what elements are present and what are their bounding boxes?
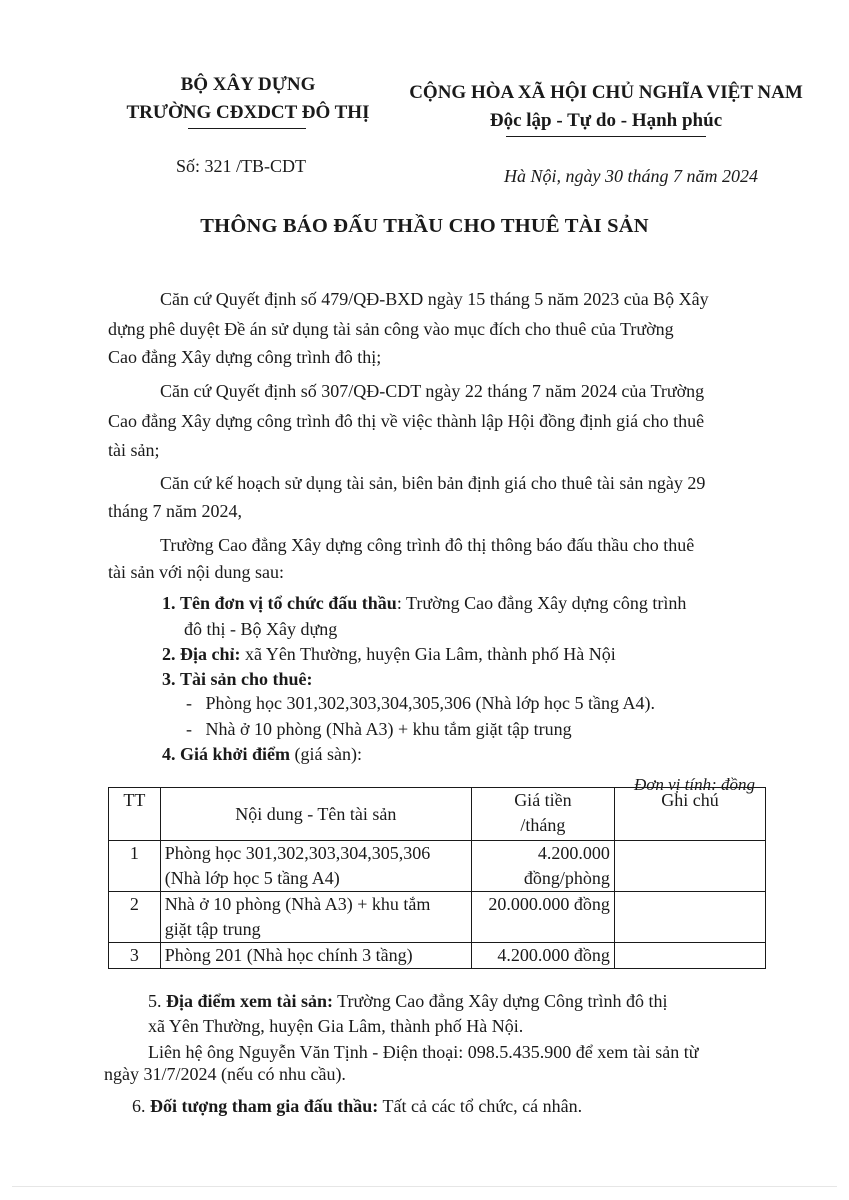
- section-label: Đối tượng tham gia đấu thầu:: [150, 1096, 379, 1116]
- header-tt: TT: [109, 788, 161, 841]
- paragraph-line: Trường Cao đẳng Xây dựng công trình đô thị thông báo đấu thầu cho thuê: [160, 535, 695, 555]
- item-label: Giá khởi điểm: [180, 744, 290, 764]
- item-number: 1.: [162, 593, 176, 613]
- table-header-row: [109, 788, 766, 841]
- section-text: Trường Cao đẳng Xây dựng Công trình đô thị: [332, 991, 668, 1011]
- header-price-line1: Giá tiền: [514, 790, 572, 810]
- paragraph-line: tài sản với nội dung sau:: [108, 562, 285, 582]
- item-number: 4.: [162, 744, 176, 764]
- section-text: Tất cả các tổ chức, cá nhân.: [378, 1096, 583, 1116]
- country-name: CỘNG HÒA XÃ HỘI CHỦ NGHĨA VIỆT NAM: [409, 82, 803, 103]
- item-text: xã Yên Thường, huyện Gia Lâm, thành phố Hà Nội: [240, 644, 616, 664]
- list-item-4: [162, 741, 362, 767]
- cell-note: [614, 943, 765, 969]
- price-table: [108, 787, 766, 969]
- document-number: Số: 321 /TB-CDT: [176, 156, 307, 176]
- paragraph-line: tháng 7 năm 2024,: [108, 501, 242, 521]
- contact-date-line: ngày 31/7/2024 (nếu có nhu cầu).: [104, 1064, 346, 1084]
- cell-name-line: Phòng học 301,302,303,304,305,306: [164, 843, 431, 863]
- national-motto: Độc lập - Tự do - Hạnh phúc: [489, 110, 723, 131]
- section-number: 6.: [132, 1096, 146, 1116]
- section-5-address: xã Yên Thường, huyện Gia Lâm, thành phố Hà Nội.: [148, 1016, 524, 1036]
- cell-name: [160, 841, 471, 892]
- table-row: [109, 841, 766, 892]
- unit-note: Đơn vị tính: đồng: [634, 775, 755, 794]
- cell-note: [614, 892, 765, 943]
- cell-name-line: giặt tập trung: [164, 919, 261, 939]
- cell-name-line: (Nhà lớp học 5 tầng A4): [164, 868, 340, 888]
- header-name: Nội dung - Tên tài sản: [160, 788, 471, 841]
- paragraph-line: tài sản;: [108, 440, 160, 460]
- section-label: Địa điểm xem tài sản:: [166, 991, 333, 1011]
- cell-tt: 1: [109, 841, 161, 892]
- ministry-name: BỘ XÂY DỰNG: [180, 74, 316, 95]
- cell-price-line: 4.200.000: [537, 843, 610, 863]
- cell-price: 20.000.000 đồng: [471, 892, 614, 943]
- item-label: Tài sản cho thuê:: [180, 669, 313, 689]
- bullet-text: Phòng học 301,302,303,304,305,306 (Nhà lớp học 5 tầng A4).: [205, 693, 655, 713]
- paragraph-line: Cao đẳng Xây dựng công trình đô thị;: [108, 347, 382, 367]
- paragraph-line: dựng phê duyệt Đề án sử dụng tài sản công vào mục đích cho thuê của Trường: [108, 319, 674, 339]
- document-title: THÔNG BÁO ĐẤU THẦU CHO THUÊ TÀI SẢN: [200, 215, 649, 237]
- right-header-underline: [506, 136, 706, 137]
- paragraph-line: Căn cứ Quyết định số 479/QĐ-BXD ngày 15 tháng 5 năm 2023 của Bộ Xây: [160, 289, 709, 309]
- paragraph-line: Căn cứ kế hoạch sử dụng tài sản, biên bản định giá cho thuê tài sản ngày 29: [160, 473, 706, 493]
- header-note: Ghi chú: [614, 788, 765, 841]
- school-name: TRƯỜNG CĐXDCT ĐÔ THỊ: [126, 102, 370, 123]
- list-item-1: [162, 590, 686, 616]
- page-edge-divider: [12, 1186, 837, 1187]
- table-row: [109, 892, 766, 943]
- bullet-dash: -: [186, 719, 192, 739]
- paragraph-line: Căn cứ Quyết định số 307/QĐ-CDT ngày 22 tháng 7 năm 2024 của Trường: [160, 381, 705, 401]
- cell-price: [471, 841, 614, 892]
- paragraph-line: Cao đẳng Xây dựng công trình đô thị về việc thành lập Hội đồng định giá cho thuê: [108, 411, 705, 431]
- item-text: (giá sàn):: [290, 744, 362, 764]
- item-text: : Trường Cao đẳng Xây dựng công trình: [396, 593, 687, 613]
- place-date: Hà Nội, ngày 30 tháng 7 năm 2024: [504, 166, 758, 186]
- cell-tt: 3: [109, 943, 161, 969]
- contact-line: Liên hệ ông Nguyễn Văn Tịnh - Điện thoại: 098.5.435.900 để xem tài sản từ: [148, 1042, 699, 1062]
- item-number: 2.: [162, 644, 176, 664]
- cell-name: Phòng 201 (Nhà học chính 3 tầng): [160, 943, 471, 969]
- bullet-item: [186, 716, 572, 742]
- section-5: [148, 988, 668, 1014]
- bullet-text: Nhà ở 10 phòng (Nhà A3) + khu tắm giặt tập trung: [205, 719, 572, 739]
- item-label: Địa chỉ:: [180, 644, 241, 664]
- list-item-3: [162, 666, 313, 692]
- list-item-2: [162, 641, 616, 667]
- item-text-continued: đô thị - Bộ Xây dựng: [184, 619, 338, 639]
- cell-note: [614, 841, 765, 892]
- item-label: Tên đơn vị tổ chức đấu thầu: [180, 593, 397, 613]
- cell-name-line: Nhà ở 10 phòng (Nhà A3) + khu tắm: [164, 894, 431, 914]
- table-row: [109, 943, 766, 969]
- header-price-line2: /tháng: [520, 815, 566, 835]
- left-header-underline: [188, 128, 306, 129]
- item-number: 3.: [162, 669, 176, 689]
- section-6: [132, 1093, 582, 1119]
- bullet-dash: -: [186, 693, 192, 713]
- cell-tt: 2: [109, 892, 161, 943]
- header-price: [471, 788, 614, 841]
- section-number: 5.: [148, 991, 162, 1011]
- bullet-item: [186, 690, 655, 716]
- cell-name: [160, 892, 471, 943]
- cell-price-line: đồng/phòng: [523, 868, 610, 888]
- cell-price: 4.200.000 đồng: [471, 943, 614, 969]
